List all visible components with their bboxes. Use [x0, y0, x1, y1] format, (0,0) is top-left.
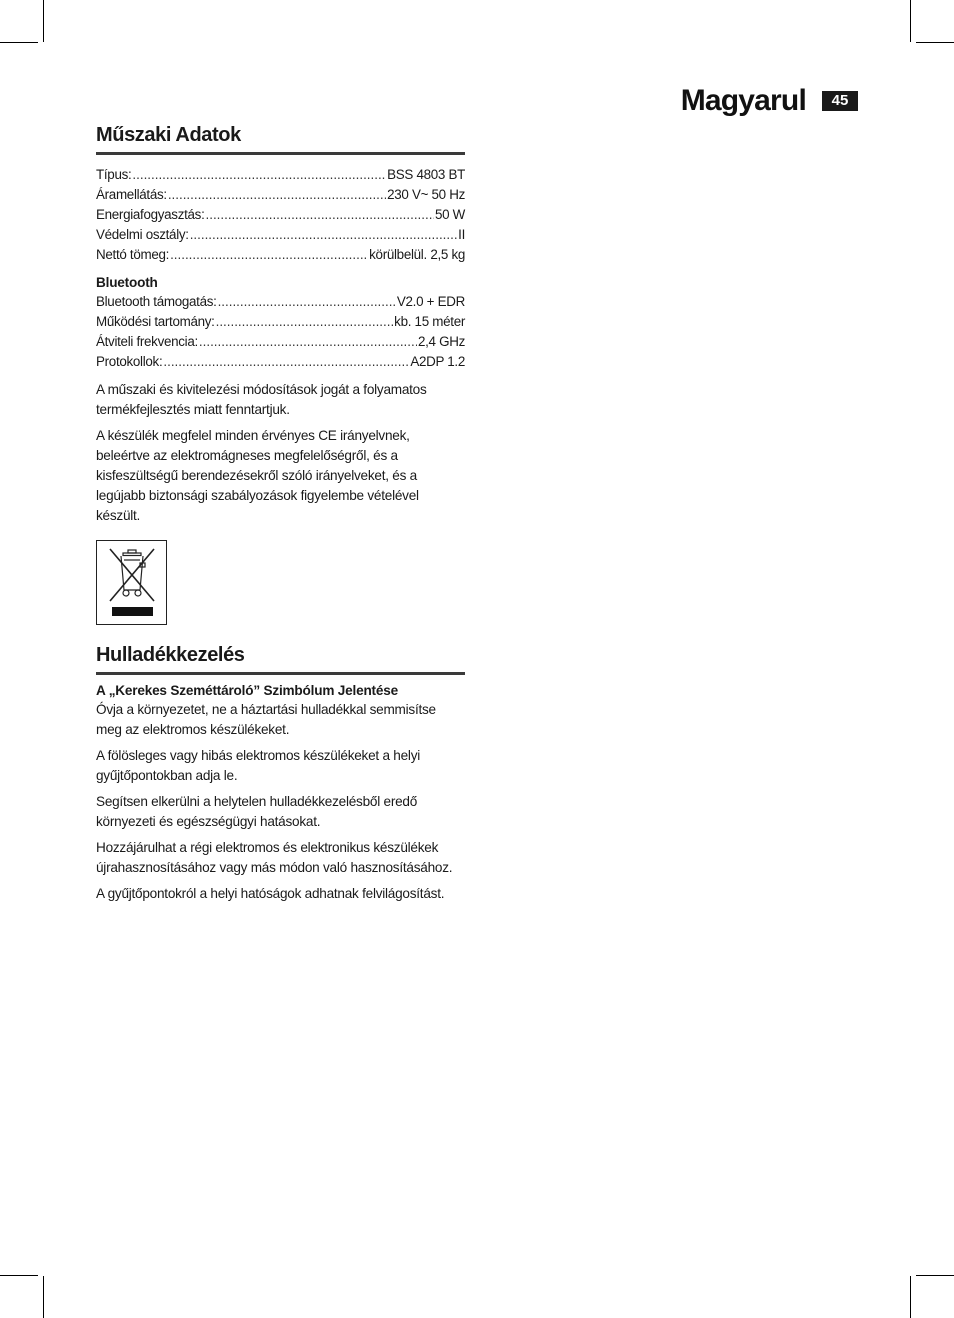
spec-label: Protokollok:: [96, 354, 163, 369]
language-title: Magyarul: [680, 84, 806, 117]
spec-row: [96, 245, 465, 265]
spec-value: BSS 4803 BT: [387, 167, 465, 182]
leader-dots: [199, 332, 417, 352]
page-number: 45: [822, 91, 858, 111]
spec-row: [96, 225, 465, 245]
spec-label: Védelmi osztály:: [96, 227, 189, 242]
leader-dots: [132, 165, 386, 185]
specs-title: Műszaki Adatok: [96, 124, 465, 155]
spec-list: [96, 165, 465, 372]
leader-dots: [218, 292, 396, 312]
leader-dots: [206, 205, 434, 225]
spec-label: Működési tartomány:: [96, 314, 215, 329]
spec-value: 230 V~ 50 Hz: [387, 187, 465, 202]
note-ce-compliance: A készülék megfelel minden érvényes CE irányelvnek, beleértve az elektromágneses megfelelőségről, és a kisfeszültségű berendezésekről szóló irányelveket, és a legújabb biztonsági szabályozások figyelembe vételével készült.: [96, 428, 419, 523]
spec-value: körülbelül. 2,5 kg: [369, 247, 465, 262]
spec-row: [96, 332, 465, 352]
spec-row: [96, 352, 465, 372]
spec-value: 50 W: [434, 207, 465, 222]
crop-mark: [916, 42, 954, 43]
spec-value: kb. 15 méter: [394, 314, 465, 329]
spec-value: II: [458, 227, 465, 242]
spec-row: [96, 165, 465, 185]
leader-dots: [168, 185, 386, 205]
spec-row: [96, 292, 465, 312]
disposal-paragraph: Óvja a környezetet, ne a háztartási hulladékkal semmisítse meg az elektromos készülékeket.: [96, 702, 436, 737]
leader-dots: [170, 245, 368, 265]
crop-mark: [0, 42, 38, 43]
leader-dots: [216, 312, 394, 332]
crop-mark: [916, 1275, 954, 1276]
crop-mark: [43, 0, 44, 42]
disposal-section: [96, 644, 465, 904]
spec-label: Átviteli frekvencia:: [96, 334, 198, 349]
crop-mark: [910, 1276, 911, 1318]
spec-value: A2DP 1.2: [410, 354, 465, 369]
specs-section: [96, 124, 465, 526]
disposal-paragraph: Hozzájárulhat a régi elektromos és elektronikus készülékek újrahasznosításához vagy más módon való hasznosításához.: [96, 840, 453, 875]
spec-row: [96, 205, 465, 225]
page-header: [681, 84, 858, 118]
note-modifications: A műszaki és kivitelezési módosítások jogát a folyamatos termékfejlesztés miatt fenntartjuk.: [96, 382, 427, 417]
weee-bar: [112, 607, 153, 616]
leader-dots: [163, 352, 409, 372]
crop-mark: [910, 0, 911, 42]
spec-value: V2.0 + EDR: [396, 294, 465, 309]
spec-value: 2,4 GHz: [417, 334, 465, 349]
crop-mark: [43, 1276, 44, 1318]
spec-label: Energiafogyasztás:: [96, 207, 205, 222]
disposal-paragraph: A fölösleges vagy hibás elektromos készülékeket a helyi gyűjtőpontokban adja le.: [96, 748, 421, 783]
spec-label: Áramellátás:: [96, 187, 167, 202]
spec-row: [96, 185, 465, 205]
spec-label: Bluetooth támogatás:: [96, 294, 217, 309]
disposal-title: Hulladékkezelés: [96, 644, 465, 675]
spec-row: [96, 312, 465, 332]
crop-mark: [0, 1275, 38, 1276]
spec-label: Típus:: [96, 167, 132, 182]
bluetooth-heading: Bluetooth: [96, 275, 158, 290]
disposal-paragraph: A gyűjtőpontokról a helyi hatóságok adhatnak felvilágosítást.: [96, 886, 445, 901]
leader-dots: [190, 225, 457, 245]
disposal-paragraph: Segítsen elkerülni a helytelen hulladékkezelésből eredő környezeti és egészségügyi hatásokat.: [96, 794, 418, 829]
spec-label: Nettó tömeg:: [96, 247, 170, 262]
disposal-subheading: A „Kerekes Szeméttároló” Szimbólum Jelentése: [96, 683, 398, 698]
weee-symbol: [96, 540, 167, 625]
